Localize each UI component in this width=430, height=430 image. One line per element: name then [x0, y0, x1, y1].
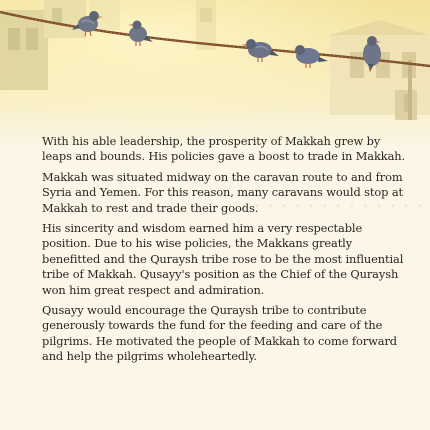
header-illustration — [0, 0, 430, 150]
pigeons-on-rope-illustration — [0, 0, 430, 150]
paragraph-prosperity: With his able leadership, the prosperity of Makkah grew by leaps and bounds. His policies gave a boost to trade in Makkah. — [42, 134, 406, 164]
paragraph-caravan-route: Makkah was situated midway on the caravan route to and from Syria and Yemen. For this reason, many caravans would stop at Makkah to rest and trade their goods. — [42, 169, 404, 215]
right-buildings — [330, 20, 430, 120]
story-text — [42, 134, 412, 370]
paragraph-sincerity: His sincerity and wisdom earned him a very respectable position. Due to his wise policies, the Makkans greatly benefitted and the Quraysh tribe rose to be the most influential tribe of Makkah. Qusayy's position as the Chief of the Quraysh won him great respect and admiration. — [42, 221, 404, 297]
paragraph-pilgrims: Qusayy would encourage the Quraysh tribe to contribute generously towards the fund for the feeding and care of the pilgrims. He motivated the people of Makkah to come forward and help the pilgrims wholeheartedly. — [42, 303, 397, 364]
watermark: · · · · · · · · · · · · · · · · — [214, 197, 424, 215]
